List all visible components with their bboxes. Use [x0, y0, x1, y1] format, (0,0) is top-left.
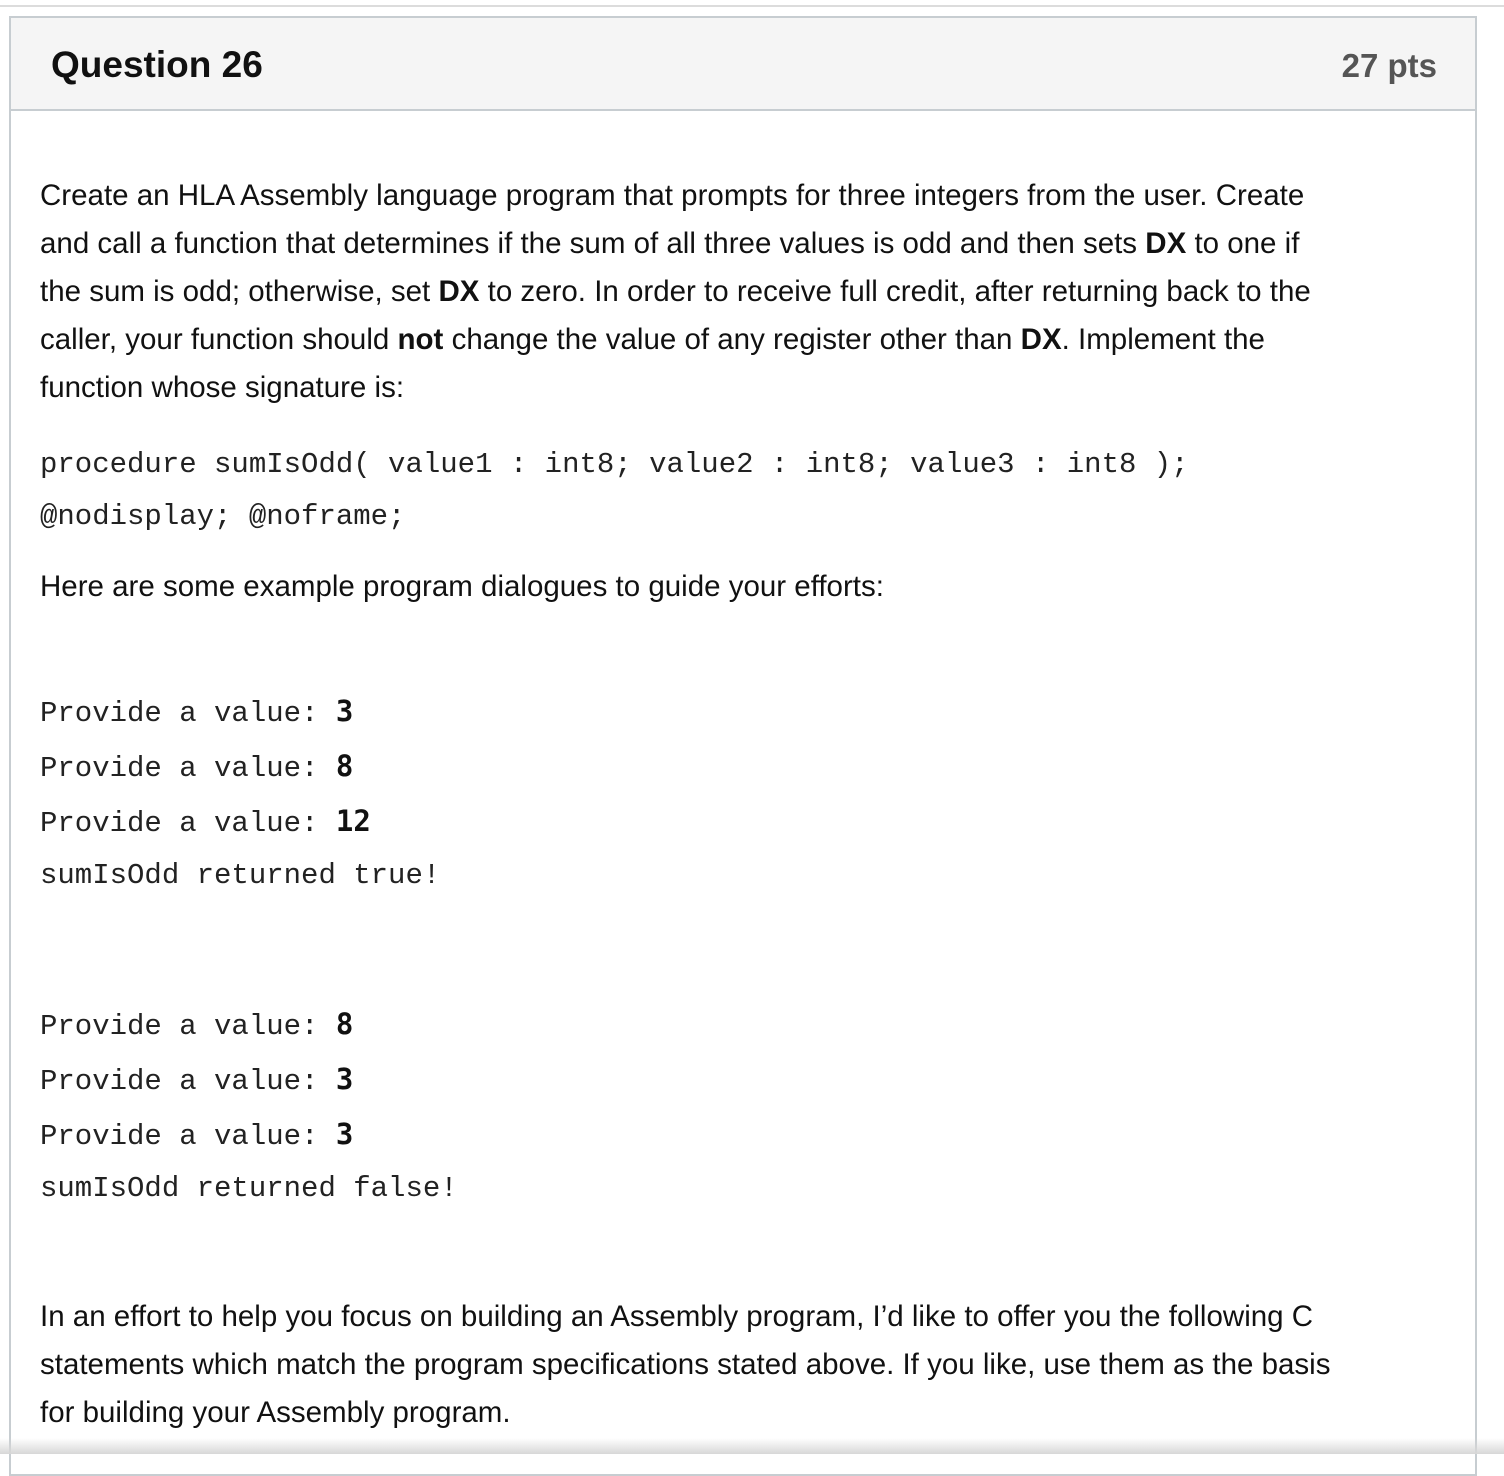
dialogue-line — [40, 685, 1440, 740]
prompt-line — [40, 316, 1440, 364]
prompt-line — [40, 268, 1440, 316]
closing-line: In an effort to help you focus on building an Assembly program, I’d like to offer you the following C — [40, 1300, 1314, 1333]
register-dx: DX — [1145, 227, 1187, 260]
prompt-text: the sum is odd; otherwise, set — [40, 275, 439, 308]
question-body — [40, 172, 1440, 1437]
prompt-line — [40, 364, 1440, 412]
prompt-text: to zero. In order to receive full credit, after returning back to the — [479, 275, 1311, 308]
top-divider — [0, 5, 1504, 7]
signature-line: procedure sumIsOdd( value1 : int8; value2 : int8; value3 : int8 ); — [40, 448, 1189, 481]
dialogue-result: sumIsOdd returned false! — [40, 1172, 458, 1205]
question-points: 27 pts — [1341, 47, 1437, 84]
dialogue-input: 12 — [335, 804, 371, 838]
closing-line: for building your Assembly program. — [40, 1396, 511, 1429]
question-title: Question 26 — [51, 44, 263, 85]
question-header — [11, 18, 1475, 111]
register-dx: DX — [1020, 323, 1062, 356]
emphasis-not: not — [397, 323, 444, 356]
dialogue-prompt: Provide a value: — [40, 752, 336, 785]
dialogue-result: sumIsOdd returned true! — [40, 859, 441, 892]
prompt-line — [40, 172, 1440, 220]
examples-intro: Here are some example program dialogues to guide your efforts: — [40, 570, 884, 603]
example-dialogue-1 — [40, 685, 1440, 902]
dialogue-prompt: Provide a value: — [40, 1120, 336, 1153]
dialogue-line — [40, 740, 1440, 795]
question-prompt — [40, 172, 1440, 412]
prompt-text: change the value of any register other than — [443, 323, 1021, 356]
dialogue-line — [40, 998, 1440, 1053]
prompt-text: . Implement the — [1061, 323, 1265, 356]
prompt-text: caller, your function should — [40, 323, 398, 356]
dialogue-input: 8 — [335, 749, 354, 783]
scroll-fade — [0, 1438, 1504, 1454]
prompt-text: and call a function that determines if the sum of all three values is odd and then sets — [40, 227, 1146, 260]
dialogue-prompt: Provide a value: — [40, 1065, 336, 1098]
dialogue-prompt: Provide a value: — [40, 1010, 336, 1043]
dialogue-prompt: Provide a value: — [40, 697, 336, 730]
prompt-text: function whose signature is: — [40, 371, 405, 404]
dialogue-input: 3 — [335, 1117, 354, 1151]
signature-line: @nodisplay; @noframe; — [40, 500, 406, 533]
dialogue-line — [40, 1053, 1440, 1108]
prompt-text: to one if — [1186, 227, 1300, 260]
example-dialogue-2 — [40, 998, 1440, 1215]
closing-line: statements which match the program specifications stated above. If you like, use them as the basis — [40, 1348, 1331, 1381]
dialogue-input: 3 — [335, 694, 354, 728]
function-signature — [40, 439, 1440, 543]
dialogue-line — [40, 1108, 1440, 1163]
prompt-text: Create an HLA Assembly language program that prompts for three integers from the user. Create — [40, 179, 1305, 212]
closing-paragraph — [40, 1293, 1440, 1437]
register-dx: DX — [438, 275, 480, 308]
prompt-line — [40, 220, 1440, 268]
dialogue-line — [40, 795, 1440, 850]
dialogue-input: 8 — [335, 1007, 354, 1041]
dialogue-input: 3 — [335, 1062, 354, 1096]
dialogue-prompt: Provide a value: — [40, 807, 336, 840]
